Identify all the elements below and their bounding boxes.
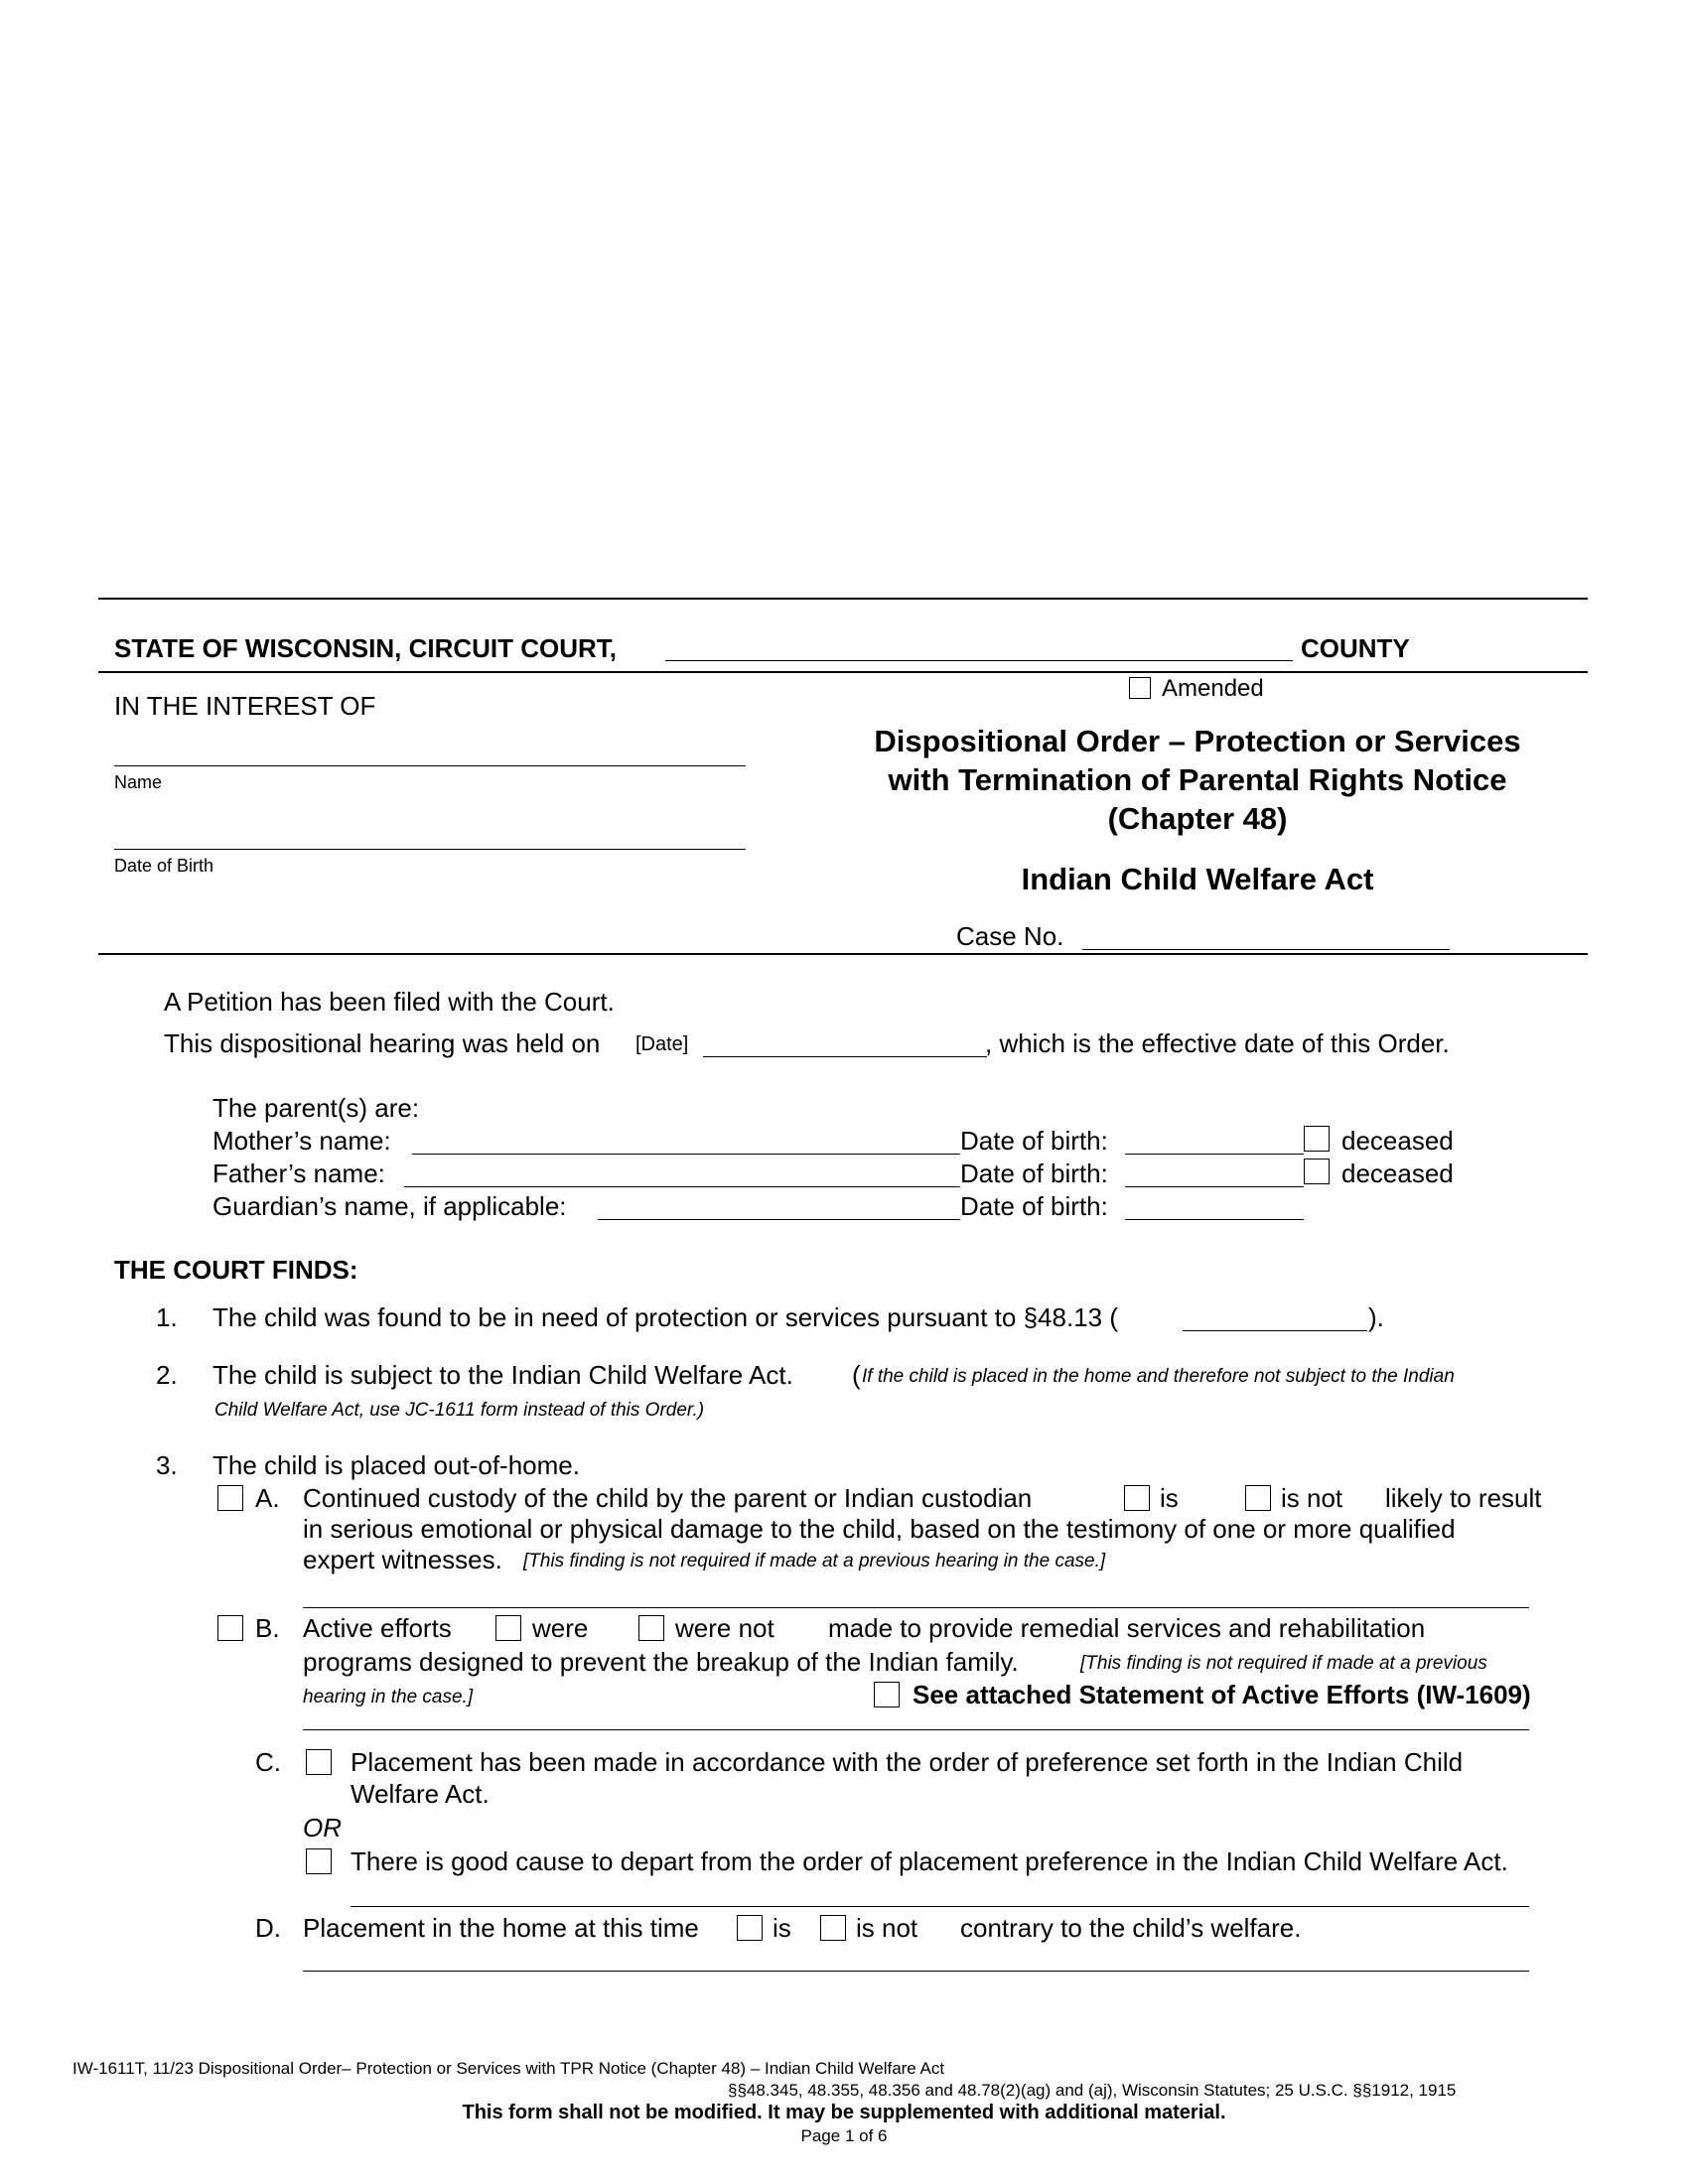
child-name-field[interactable] (114, 765, 746, 766)
parents-heading: The parent(s) are: (212, 1093, 420, 1123)
mother-dob-field[interactable] (1125, 1154, 1304, 1155)
guardian-name-label: Guardian’s name, if applicable: (212, 1191, 567, 1221)
father-name-label: Father’s name: (212, 1159, 385, 1188)
top-rule (98, 598, 1588, 600)
form-subtitle: Indian Child Welfare Act (1021, 862, 1374, 896)
finding-3b-letter: B. (255, 1613, 280, 1643)
hearing-date-tag: [Date] (635, 1033, 689, 1055)
father-deceased-checkbox[interactable] (1304, 1159, 1330, 1184)
father-dob-field[interactable] (1125, 1186, 1304, 1187)
father-dob-label: Date of birth: (960, 1159, 1108, 1188)
finding-3a-likely: likely to result (1385, 1483, 1542, 1513)
finding-3a-checkbox[interactable] (217, 1485, 243, 1511)
finding-3b-were-label: were (532, 1613, 589, 1643)
finding-3c-field[interactable] (351, 1906, 1529, 1907)
name-label: Name (114, 772, 163, 792)
finding-3d-is-checkbox[interactable] (737, 1915, 763, 1941)
county-field[interactable] (665, 660, 1293, 661)
finding-2-number: 2. (156, 1360, 178, 1390)
header-rule (98, 671, 1588, 673)
finding-3b-checkbox[interactable] (217, 1615, 243, 1641)
amended-checkbox[interactable] (1129, 677, 1151, 699)
hearing-prefix: This dispositional hearing was held on (164, 1028, 601, 1058)
finding-3a-line-3: expert witnesses. (303, 1545, 502, 1574)
finding-3b-were-not-label: were not (675, 1613, 774, 1643)
finding-3b-line-2: programs designed to prevent the breakup of the Indian family. (303, 1647, 1019, 1677)
finding-1-statute-field[interactable] (1183, 1330, 1367, 1331)
county-label: COUNTY (1301, 633, 1410, 663)
active-efforts-attached-label: See attached Statement of Active Efforts (IW-1609) (913, 1680, 1531, 1709)
finding-3c-good-cause-checkbox[interactable] (306, 1848, 332, 1874)
hearing-date-field[interactable] (703, 1056, 987, 1057)
father-name-field[interactable] (404, 1186, 960, 1187)
guardian-name-field[interactable] (598, 1219, 960, 1220)
finding-1-close: ). (1368, 1302, 1384, 1332)
finding-3a-line-1: Continued custody of the child by the parent or Indian custodian (303, 1483, 1033, 1513)
court-finds-heading: THE COURT FINDS: (114, 1255, 358, 1285)
finding-3b-note-line-1: [This finding is not required if made at a previous (1080, 1653, 1487, 1674)
finding-3d-rest: contrary to the child’s welfare. (960, 1913, 1302, 1943)
finding-3b-field[interactable] (303, 1729, 1529, 1730)
finding-3b-active: Active efforts (303, 1613, 452, 1643)
finding-2-note-line-2: Child Welfare Act, use JC-1611 form instead of this Order.) (214, 1400, 705, 1421)
footer-page-number: Page 1 of 6 (800, 2126, 888, 2145)
finding-3a-letter: A. (255, 1483, 280, 1513)
active-efforts-attached-checkbox[interactable] (874, 1682, 900, 1707)
petition-text: A Petition has been filed with the Court. (164, 987, 615, 1017)
finding-3a-field[interactable] (303, 1607, 1529, 1608)
footer-statutes: §§48.345, 48.355, 48.356 and 48.78(2)(ag) and (aj), Wisconsin Statutes; 25 U.S.C. §§1912, 1915 (728, 2081, 1457, 2100)
hearing-suffix: , which is the effective date of this Order. (985, 1028, 1450, 1058)
finding-3a-is-label: is (1160, 1483, 1179, 1513)
finding-3d-is-not-checkbox[interactable] (820, 1915, 846, 1941)
finding-1-number: 1. (156, 1302, 178, 1332)
finding-3b-note-line-2: hearing in the case.] (303, 1687, 474, 1707)
mother-deceased-label: deceased (1341, 1126, 1454, 1156)
finding-3b-line-1-rest: made to provide remedial services and rehabilitation (828, 1613, 1426, 1643)
finding-3a-line-2: in serious emotional or physical damage to the child, based on the testimony of one or more qualified (303, 1514, 1456, 1544)
mother-name-label: Mother’s name: (212, 1126, 391, 1156)
finding-3a-is-not-label: is not (1281, 1483, 1343, 1513)
interest-of-label: IN THE INTEREST OF (114, 691, 376, 721)
title-line-3: (Chapter 48) (1107, 801, 1288, 836)
header-bottom-rule (98, 953, 1588, 955)
guardian-dob-field[interactable] (1125, 1219, 1304, 1220)
finding-3-text: The child is placed out-of-home. (212, 1450, 580, 1480)
mother-deceased-checkbox[interactable] (1304, 1126, 1330, 1152)
amended-label: Amended (1162, 675, 1264, 702)
finding-2-text: The child is subject to the Indian Child Welfare Act. (212, 1360, 793, 1390)
finding-3a-is-checkbox[interactable] (1124, 1485, 1150, 1511)
footer-notice: This form shall not be modified. It may be supplemented with additional material. (462, 2102, 1226, 2123)
child-dob-field[interactable] (114, 849, 746, 850)
finding-3b-were-not-checkbox[interactable] (638, 1615, 664, 1641)
finding-3d-is-label: is (773, 1913, 791, 1943)
finding-3c-line-1: Placement has been made in accordance with the order of preference set forth in the Indian Child (351, 1747, 1464, 1777)
finding-3a-note: [This finding is not required if made at a previous hearing in the case.] (523, 1551, 1106, 1571)
footer-form-id: IW-1611T, 11/23 Dispositional Order– Protection or Services with TPR Notice (Chapter 48) – Indian Child Welfare Act (72, 2059, 945, 2078)
court-line: STATE OF WISCONSIN, CIRCUIT COURT, (114, 633, 618, 663)
form-title (820, 722, 1575, 838)
mother-name-field[interactable] (412, 1154, 960, 1155)
finding-3c-letter: C. (255, 1747, 281, 1777)
finding-1-text: The child was found to be in need of protection or services pursuant to §48.13 ( (212, 1302, 1118, 1332)
finding-3c-good-cause: There is good cause to depart from the order of placement preference in the Indian Child Welfare Act. (351, 1846, 1508, 1876)
finding-3a-is-not-checkbox[interactable] (1245, 1485, 1271, 1511)
dob-label: Date of Birth (114, 856, 214, 876)
title-line-1: Dispositional Order – Protection or Services (874, 724, 1521, 758)
title-line-2: with Termination of Parental Rights Notice (888, 762, 1507, 797)
finding-2-note-line-1: If the child is placed in the home and therefore not subject to the Indian (862, 1366, 1455, 1387)
case-no-label: Case No. (956, 921, 1064, 951)
case-no-field[interactable] (1082, 949, 1450, 950)
finding-3d-field[interactable] (303, 1971, 1529, 1972)
finding-3-number: 3. (156, 1450, 178, 1480)
finding-3d-letter: D. (255, 1913, 281, 1943)
finding-3d-is-not-label: is not (856, 1913, 918, 1943)
mother-dob-label: Date of birth: (960, 1126, 1108, 1156)
finding-2-note-paren: ( (852, 1360, 861, 1390)
finding-3d-text: Placement in the home at this time (303, 1913, 699, 1943)
finding-3c-or: OR (303, 1813, 342, 1843)
guardian-dob-label: Date of birth: (960, 1191, 1108, 1221)
father-deceased-label: deceased (1341, 1159, 1454, 1188)
finding-3c-line-2: Welfare Act. (351, 1779, 490, 1809)
finding-3b-were-checkbox[interactable] (495, 1615, 521, 1641)
finding-3c-preference-checkbox[interactable] (306, 1749, 332, 1775)
